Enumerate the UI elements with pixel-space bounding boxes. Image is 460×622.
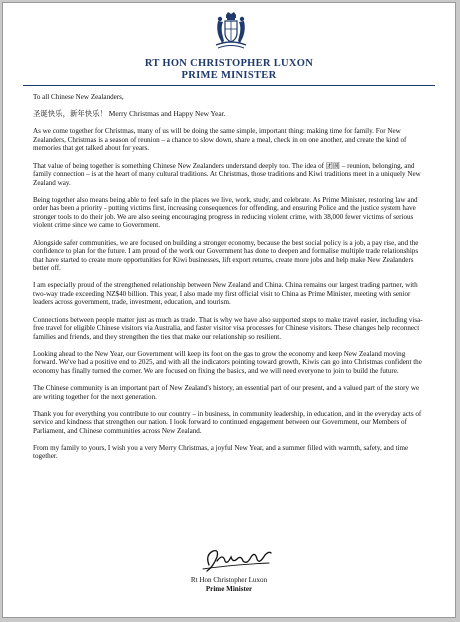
- paragraph-5: I am especially proud of the strengthened relationship between New Zealand and China. China remains our largest trading partner, with two-way trade exceeding NZ$40 billion. This year, I also made my first official visit to China as Prime Minister, meeting with senior leaders across government, trade, investment, education, and tourism.: [33, 281, 418, 307]
- paragraph-2: [33, 162, 429, 188]
- paragraph-9: Thank you for everything you contribute to our country – in business, in community leadership, in education, and in the everyday acts of service and kindness that strengthen our nation. I look forward to continued engagement between our Government, our Members of Parliament, and Chinese communities across New Zealand.: [33, 409, 422, 435]
- paragraph-10: From my family to yours, I wish you a very Merry Christmas, a joyful New Year, and a summer filled with warmth, safety, and time together.: [33, 443, 409, 461]
- paragraph-2-chinese-term: 团圆: [325, 160, 340, 170]
- paragraph-6: Connections between people matter just as much as trade. That is why we have also supported steps to make travel easier, including visa-free travel for eligible Chinese visitors via Australia, and faster visitor visa processes for Chinese visitors. These changes help reconnect families and friends, and they strengthen the ties that make our relationship so resilient.: [33, 315, 423, 341]
- paragraph-2-end: – reunion, belonging, and family connection – is at the heart of many cultural traditions. At Christmas, those traditions and Kiwi traditions meet in a uniquely New Zealand way.: [33, 161, 421, 187]
- letter-body: [33, 93, 429, 470]
- paragraph-7: Looking ahead to the New Year, our Government will keep its foot on the gas to grow the economy and keep New Zealand moving forward. We've had a positive end to 2025, and with all the indicators pointing toward growth, Kiwis can go into Christmas confident the economy has finally turned the corner. We are focused on fixing the basics, and we will need everyone to join to build the future.: [33, 349, 422, 375]
- paragraph-2-start: That value of being together is something Chinese New Zealanders understand deeply too. The idea of: [33, 161, 325, 170]
- paragraph-1: As we come together for Christmas, many of us will be doing the same simple, important thing: making time for family. For New Zealanders, Christmas is a season of reunion – a chance to slow down, share a meal, check in on one another, and create the kind of memories that get talked about for years.: [33, 127, 407, 153]
- signatory-name: Rt Hon Christopher Luxon: [190, 576, 268, 584]
- salutation: To all Chinese New Zealanders,: [33, 93, 124, 101]
- handwritten-signature-icon: [199, 541, 275, 575]
- paragraph-8: The Chinese community is an important part of New Zealand's history, an essential part of our present, and a valued part of the story we are writing together for the next generation.: [33, 384, 420, 401]
- signatory-title: Prime Minister: [205, 585, 253, 593]
- paragraph-3: Being together also means being able to feel safe in the places we live, work, study, and celebrate. As Prime Minister, restoring law and order has been a priority - putting victims first, increasing consequences for offending, and ensuring Police and the justice system have stronger tools to do their job. We are also seeing encouraging progress in reducing violent crime, with 38,000 fewer victims of serious violent crime since we came to Government.: [33, 195, 418, 230]
- greeting-chinese: 圣诞快乐，新年快乐！: [33, 109, 107, 119]
- header-divider: [23, 85, 435, 86]
- sender-name-heading: RT HON CHRISTOPHER LUXON: [144, 58, 314, 69]
- letter-page: [2, 2, 456, 618]
- paragraph-4: Alongside safer communities, we are focused on building a stronger economy, because the best social policy is a job, a pay rise, and the confidence to plan for the future. I am proud of the work our Government has done to deepen and formalise multiple trade relationships that have started to create more opportunities for Kiwi businesses, lift export returns, create more jobs and help make New Zealanders better off.: [33, 238, 419, 273]
- greeting-line: [33, 110, 429, 119]
- greeting-english: Merry Christmas and Happy New Year.: [108, 109, 226, 119]
- sender-role-heading: PRIME MINISTER: [181, 70, 277, 81]
- nz-coat-of-arms-icon: [210, 9, 252, 51]
